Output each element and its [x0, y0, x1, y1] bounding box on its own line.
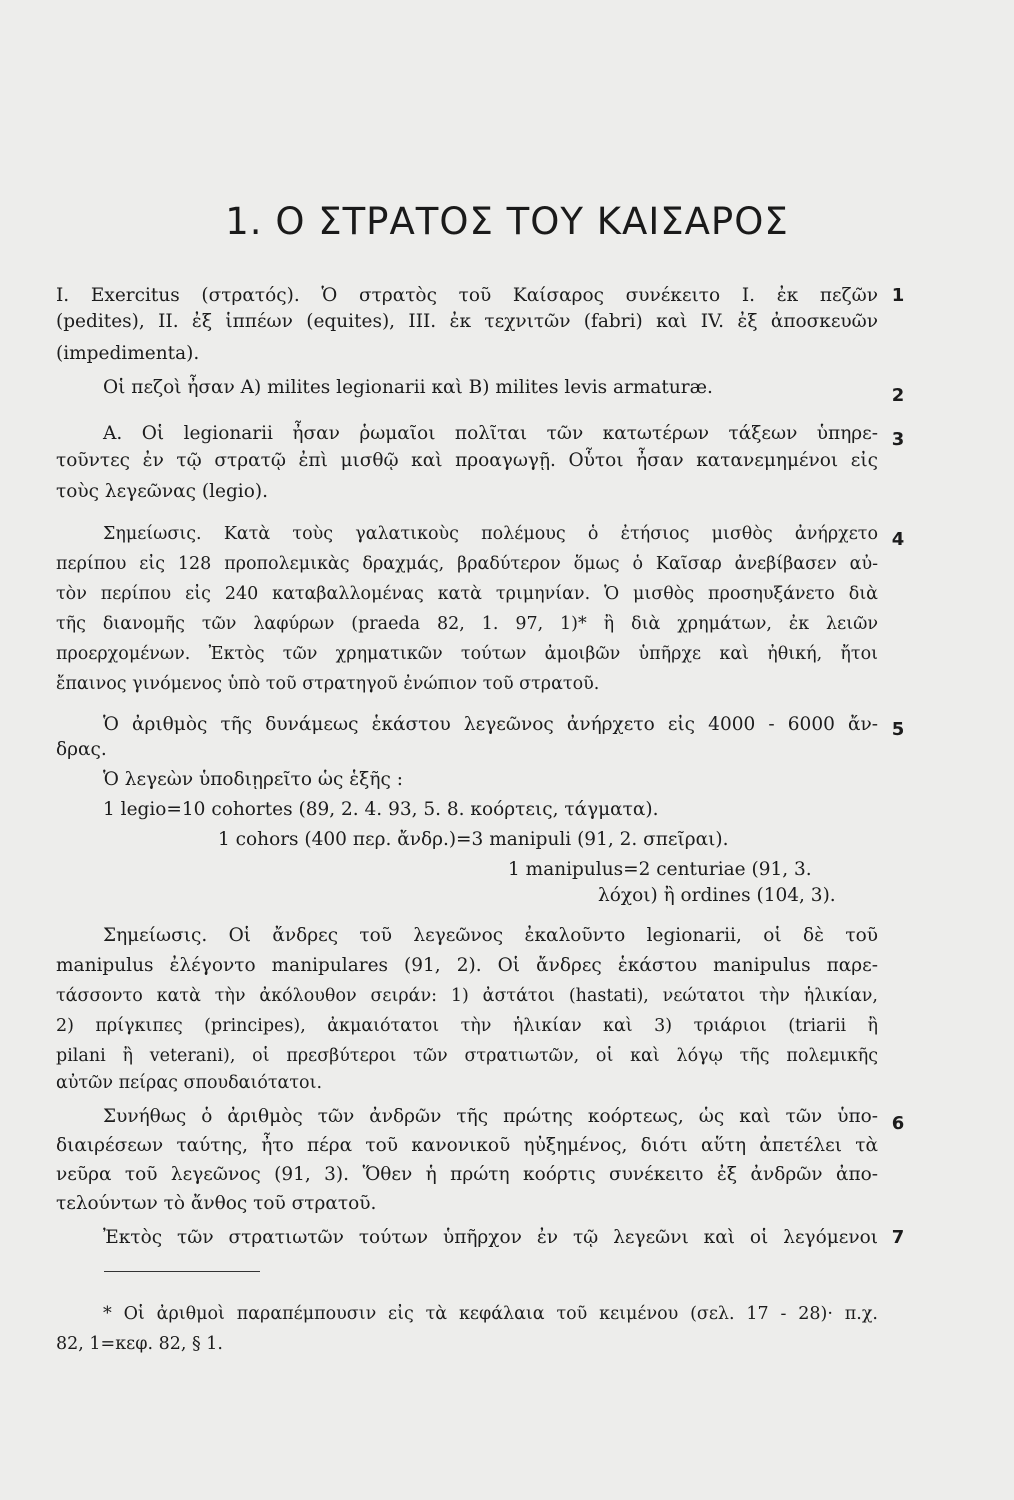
- margin-number: 6: [891, 1113, 905, 1134]
- text-line: νεῦρα τοῦ λεγεῶνος (91, 3). Ὅθεν ἡ πρώτη κοόρτις συνέκειτο ἐξ ἀνδρῶν ἀπο-: [56, 1164, 878, 1185]
- note-line: Σημείωσις. Οἱ ἄνδρες τοῦ λεγεῶνος ἐκαλοῦντο legionarii, οἱ δὲ τοῦ: [103, 925, 878, 946]
- note-line: manipulus ἐλέγοντο manipulares (91, 2). Οἱ ἄνδρες ἑκάστου manipulus παρε-: [56, 955, 878, 976]
- footnote-divider: [104, 1271, 260, 1272]
- margin-number: 4: [891, 529, 905, 550]
- text-line: I. Exercitus (στρατός). Ὁ στρατὸς τοῦ Καίσαρος συνέκειτο I. ἐκ πεζῶν: [56, 285, 878, 306]
- text-line: Συνήθως ὁ ἀριθμὸς τῶν ἀνδρῶν τῆς πρώτης κοόρτεως, ὡς καὶ τῶν ὑπο-: [103, 1106, 878, 1127]
- text-line: τοῦντες ἐν τῷ στρατῷ ἐπὶ μισθῷ καὶ προαγωγῇ. Οὗτοι ἦσαν κατανεμημένοι εἰς: [56, 450, 878, 471]
- subdivision-line: λόχοι) ἢ ordines (104, 3).: [598, 885, 836, 906]
- note-line: pilani ἢ veterani), οἱ πρεσβύτεροι τῶν στρατιωτῶν, οἱ καὶ λόγῳ τῆς πολεμικῆς: [56, 1046, 878, 1066]
- subdivision-line: 1 cohors (400 περ. ἄνδρ.)=3 manipuli (91, 2. σπεῖραι).: [218, 829, 729, 850]
- text-line: τελούντων τὸ ἄνθος τοῦ στρατοῦ.: [56, 1193, 377, 1214]
- margin-number: 3: [891, 429, 905, 450]
- page-title: 1. Ο ΣΤΡΑΤΟΣ ΤΟΥ ΚΑΙΣΑΡΟΣ: [225, 200, 789, 243]
- text-line: (pedites), II. ἐξ ἱππέων (equites), III. ἐκ τεχνιτῶν (fabri) καὶ IV. ἐξ ἀποσκευῶν: [56, 311, 878, 332]
- note-line: ἔπαινος γινόμενος ὑπὸ τοῦ στρατηγοῦ ἐνώπιον τοῦ στρατοῦ.: [56, 674, 600, 694]
- note-line: τῆς διανομῆς τῶν λαφύρων (praeda 82, 1. 97, 1)* ἢ διὰ χρημάτων, ἐκ λειῶν: [56, 614, 878, 634]
- subdivision-line: 1 legio=10 cohortes (89, 2. 4. 93, 5. 8. κοόρτεις, τάγματα).: [103, 799, 659, 820]
- note-line: περίπου εἰς 128 προπολεμικὰς δραχμάς, βραδύτερον ὅμως ὁ Καῖσαρ ἀνεβίβασεν αὐ-: [56, 554, 878, 574]
- text-line: (impedimenta).: [56, 343, 200, 364]
- note-line: αὐτῶν πείρας σπουδαιότατοι.: [56, 1073, 323, 1093]
- note-line: τὸν περίπου εἰς 240 καταβαλλομένας κατὰ τριμηνίαν. Ὁ μισθὸς προσηυξάνετο διὰ: [56, 584, 878, 604]
- text-line: δρας.: [56, 739, 107, 760]
- subdivision-line: 1 manipulus=2 centuriae (91, 3.: [508, 859, 812, 880]
- text-line: Ὁ λεγεὼν ὑποδιῃρεῖτο ὡς ἑξῆς :: [103, 769, 403, 790]
- text-line: Ἐκτὸς τῶν στρατιωτῶν τούτων ὑπῆρχον ἐν τῷ λεγεῶνι καὶ οἱ λεγόμενοι: [103, 1227, 878, 1248]
- text-line: Οἱ πεζοὶ ἦσαν Α) milites legionarii καὶ Β) milites levis armaturæ.: [103, 377, 713, 398]
- footnote-line: 82, 1=κεφ. 82, § 1.: [56, 1334, 223, 1354]
- margin-number: 1: [891, 285, 905, 306]
- margin-number: 7: [891, 1227, 905, 1248]
- note-line: Σημείωσις. Κατὰ τοὺς γαλατικοὺς πολέμους ὁ ἐτήσιος μισθὸς ἀνήρχετο: [103, 524, 878, 544]
- note-line: τάσσοντο κατὰ τὴν ἀκόλουθον σειράν: 1) ἀστάτοι (hastati), νεώτατοι τὴν ἡλικίαν,: [56, 986, 878, 1006]
- margin-number: 5: [891, 719, 905, 740]
- margin-number: 2: [891, 385, 905, 406]
- note-line: προερχομένων. Ἐκτὸς τῶν χρηματικῶν τούτων ἀμοιβῶν ὑπῆρχε καὶ ἠθική, ἤτοι: [56, 644, 878, 664]
- text-line: Α. Οἱ legionarii ἦσαν ῥωμαῖοι πολῖται τῶν κατωτέρων τάξεων ὑπηρε-: [103, 423, 878, 444]
- text-line: τοὺς λεγεῶνας (legio).: [56, 481, 268, 502]
- note-line: 2) πρίγκιπες (principes), ἀκμαιότατοι τὴν ἡλικίαν καὶ 3) τριάριοι (triarii ἢ: [56, 1016, 878, 1036]
- text-line: διαιρέσεων ταύτης, ἦτο πέρα τοῦ κανονικοῦ ηὐξημένος, διότι αὕτη ἀπετέλει τὰ: [56, 1135, 878, 1156]
- text-line: Ὁ ἀριθμὸς τῆς δυνάμεως ἑκάστου λεγεῶνος ἀνήρχετο εἰς 4000 - 6000 ἄν-: [103, 714, 878, 735]
- footnote-line: * Οἱ ἀριθμοὶ παραπέμπουσιν εἰς τὰ κεφάλαια τοῦ κειμένου (σελ. 17 - 28)· π.χ.: [103, 1304, 878, 1324]
